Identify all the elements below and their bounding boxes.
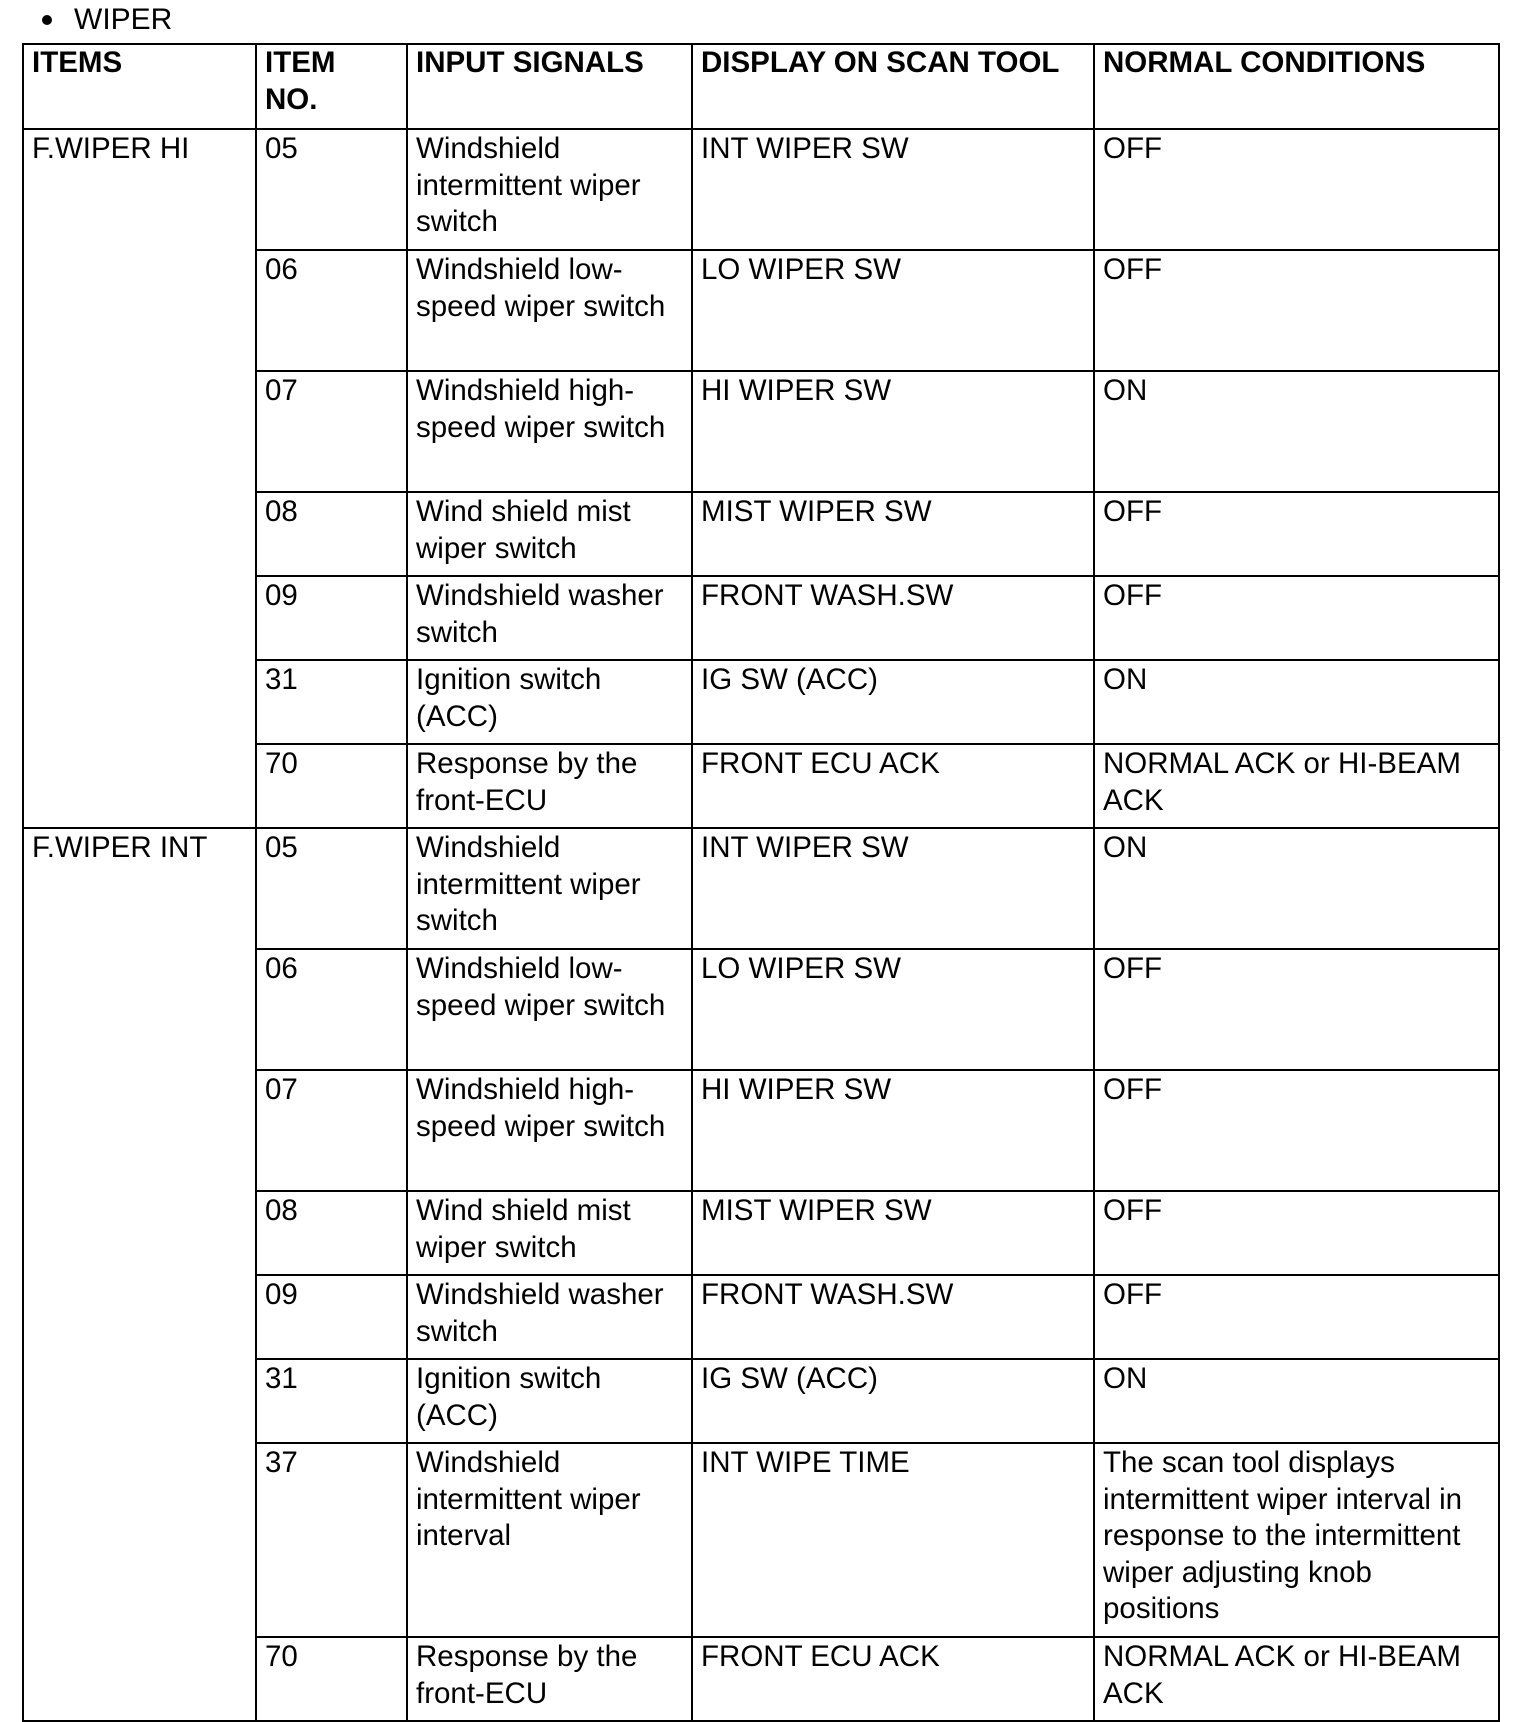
item-name-cell: F.WIPER INT bbox=[23, 828, 256, 1721]
normal-condition-cell: OFF bbox=[1094, 129, 1499, 250]
normal-condition-cell: OFF bbox=[1094, 250, 1499, 371]
header-item-no bbox=[256, 44, 407, 129]
input-signal-cell: Windshield low-speed wiper switch bbox=[407, 250, 692, 371]
display-cell: LO WIPER SW bbox=[692, 250, 1094, 371]
item-no-cell: 31 bbox=[256, 1359, 407, 1443]
input-signal-cell: Windshield intermittent wiper interval bbox=[407, 1443, 692, 1637]
item-no-cell: 06 bbox=[256, 949, 407, 1070]
table-row bbox=[23, 129, 1499, 250]
display-cell: INT WIPER SW bbox=[692, 129, 1094, 250]
item-no-cell: 37 bbox=[256, 1443, 407, 1637]
item-no-cell: 05 bbox=[256, 828, 407, 949]
display-cell: INT WIPER SW bbox=[692, 828, 1094, 949]
display-cell: IG SW (ACC) bbox=[692, 1359, 1094, 1443]
normal-condition-cell: OFF bbox=[1094, 492, 1499, 576]
item-no-cell: 07 bbox=[256, 371, 407, 492]
normal-condition-cell: ON bbox=[1094, 1359, 1499, 1443]
normal-condition-cell: OFF bbox=[1094, 1275, 1499, 1359]
normal-condition-cell: NORMAL ACK or HI-BEAM ACK bbox=[1094, 744, 1499, 828]
normal-condition-cell: OFF bbox=[1094, 949, 1499, 1070]
input-signal-cell: Windshield washer switch bbox=[407, 1275, 692, 1359]
item-name-cell: F.WIPER HI bbox=[23, 129, 256, 828]
normal-condition-cell: OFF bbox=[1094, 1191, 1499, 1275]
item-no-cell: 70 bbox=[256, 744, 407, 828]
display-cell: HI WIPER SW bbox=[692, 1070, 1094, 1191]
input-signal-cell: Windshield high-speed wiper switch bbox=[407, 1070, 692, 1191]
item-no-cell: 09 bbox=[256, 1275, 407, 1359]
item-no-cell: 09 bbox=[256, 576, 407, 660]
normal-condition-cell: ON bbox=[1094, 371, 1499, 492]
input-signal-cell: Wind shield mist wiper switch bbox=[407, 1191, 692, 1275]
normal-condition-cell: OFF bbox=[1094, 576, 1499, 660]
item-no-cell: 05 bbox=[256, 129, 407, 250]
section-title: WIPER bbox=[74, 3, 173, 36]
display-cell: FRONT WASH.SW bbox=[692, 576, 1094, 660]
display-cell: FRONT WASH.SW bbox=[692, 1275, 1094, 1359]
normal-condition-cell: The scan tool displays intermittent wiper interval in response to the intermittent wiper adjusting knob positions bbox=[1094, 1443, 1499, 1637]
header-display-on-scan-tool: DISPLAY ON SCAN TOOL bbox=[692, 44, 1094, 129]
input-signal-cell: Windshield washer switch bbox=[407, 576, 692, 660]
input-signal-cell: Windshield low-speed wiper switch bbox=[407, 949, 692, 1070]
header-normal-conditions: NORMAL CONDITIONS bbox=[1094, 44, 1499, 129]
table-row bbox=[23, 828, 1499, 949]
display-cell: HI WIPER SW bbox=[692, 371, 1094, 492]
item-no-cell: 31 bbox=[256, 660, 407, 744]
header-item-no-line2: NO. bbox=[265, 82, 318, 116]
table-header-row bbox=[23, 44, 1499, 129]
normal-condition-cell: ON bbox=[1094, 828, 1499, 949]
input-signal-cell: Ignition switch (ACC) bbox=[407, 660, 692, 744]
normal-condition-cell: NORMAL ACK or HI-BEAM ACK bbox=[1094, 1637, 1499, 1721]
display-cell: FRONT ECU ACK bbox=[692, 1637, 1094, 1721]
input-signal-cell: Ignition switch (ACC) bbox=[407, 1359, 692, 1443]
display-cell: LO WIPER SW bbox=[692, 949, 1094, 1070]
normal-condition-cell: OFF bbox=[1094, 1070, 1499, 1191]
input-signal-cell: Windshield intermittent wiper switch bbox=[407, 828, 692, 949]
wiper-data-table bbox=[22, 43, 1500, 1722]
display-cell: MIST WIPER SW bbox=[692, 1191, 1094, 1275]
header-input-signals: INPUT SIGNALS bbox=[407, 44, 692, 129]
display-cell: FRONT ECU ACK bbox=[692, 744, 1094, 828]
item-no-cell: 07 bbox=[256, 1070, 407, 1191]
input-signal-cell: Wind shield mist wiper switch bbox=[407, 492, 692, 576]
header-item-no-line1: ITEM bbox=[265, 46, 336, 79]
bullet-icon bbox=[42, 15, 52, 25]
item-no-cell: 08 bbox=[256, 492, 407, 576]
header-items: ITEMS bbox=[23, 44, 256, 129]
item-no-cell: 08 bbox=[256, 1191, 407, 1275]
section-heading bbox=[36, 2, 172, 38]
input-signal-cell: Response by the front-ECU bbox=[407, 744, 692, 828]
item-no-cell: 06 bbox=[256, 250, 407, 371]
item-no-cell: 70 bbox=[256, 1637, 407, 1721]
input-signal-cell: Windshield high-speed wiper switch bbox=[407, 371, 692, 492]
normal-condition-cell: ON bbox=[1094, 660, 1499, 744]
display-cell: INT WIPE TIME bbox=[692, 1443, 1094, 1637]
display-cell: IG SW (ACC) bbox=[692, 660, 1094, 744]
input-signal-cell: Windshield intermittent wiper switch bbox=[407, 129, 692, 250]
input-signal-cell: Response by the front-ECU bbox=[407, 1637, 692, 1721]
display-cell: MIST WIPER SW bbox=[692, 492, 1094, 576]
